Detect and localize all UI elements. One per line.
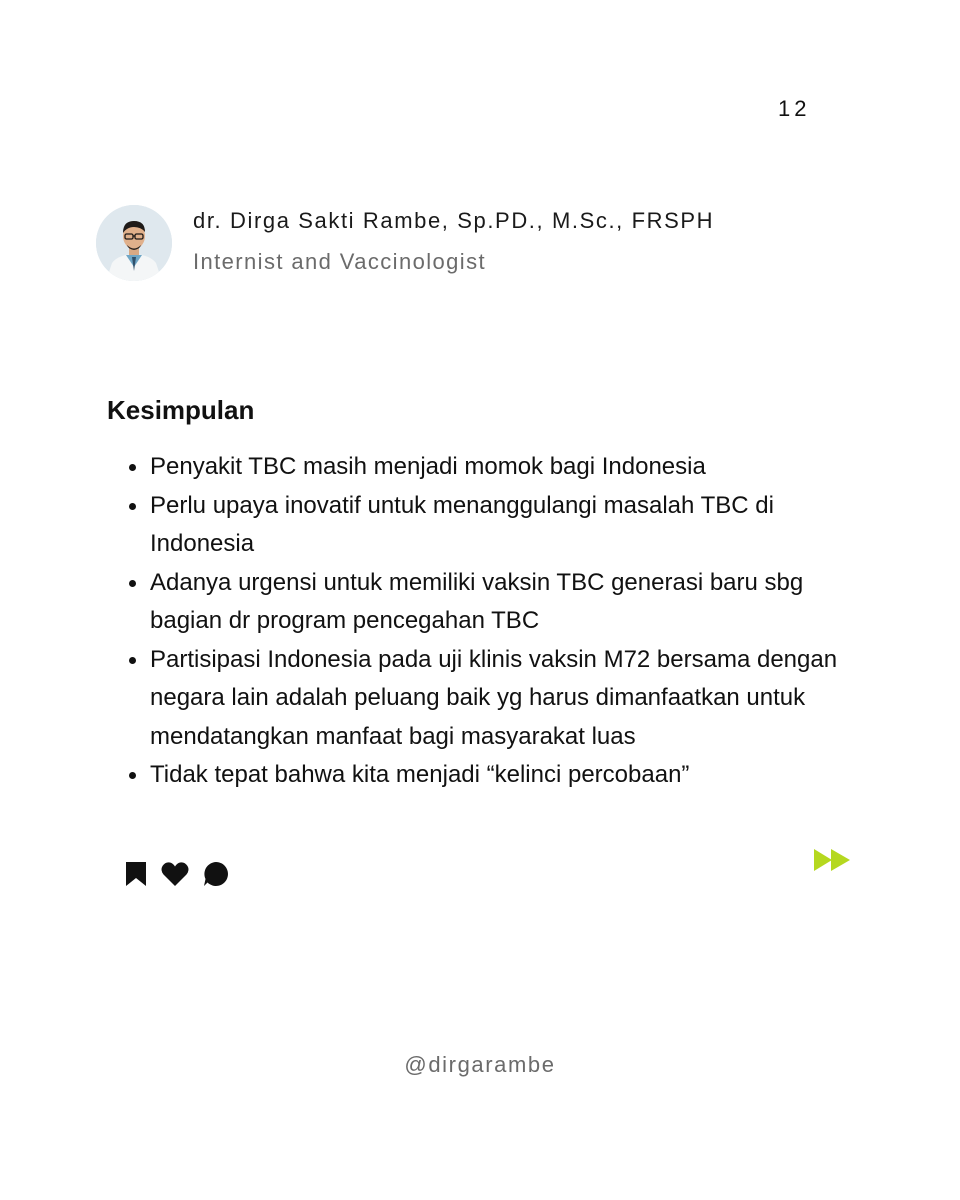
avatar	[96, 205, 172, 281]
comment-icon[interactable]	[202, 860, 230, 888]
author-name: dr. Dirga Sakti Rambe, Sp.PD., M.Sc., FRSPH	[193, 208, 715, 233]
list-item: Perlu upaya inovatif untuk menanggulangi masalah TBC di Indonesia	[150, 487, 870, 564]
list-item: Partisipasi Indonesia pada uji klinis vaksin M72 bersama dengan negara lain adalah peluang baik yg harus dimanfaatkan untuk mendatangkan manfaat bagi masyarakat luas	[150, 641, 870, 757]
fast-forward-icon[interactable]	[813, 848, 851, 872]
heart-icon[interactable]	[160, 860, 190, 888]
list-item: Tidak tepat bahwa kita menjadi “kelinci percobaan”	[150, 756, 870, 795]
page-number: 12	[778, 96, 811, 121]
avatar-portrait	[96, 205, 172, 281]
list-item: Penyakit TBC masih menjadi momok bagi Indonesia	[150, 448, 870, 487]
author-role: Internist and Vaccinologist	[193, 249, 486, 274]
social-handle: @dirgarambe	[404, 1052, 556, 1077]
conclusion-list	[150, 448, 870, 795]
section-heading: Kesimpulan	[107, 395, 255, 425]
bookmark-icon[interactable]	[124, 860, 148, 888]
list-item: Adanya urgensi untuk memiliki vaksin TBC generasi baru sbg bagian dr program pencegahan TBC	[150, 564, 870, 641]
